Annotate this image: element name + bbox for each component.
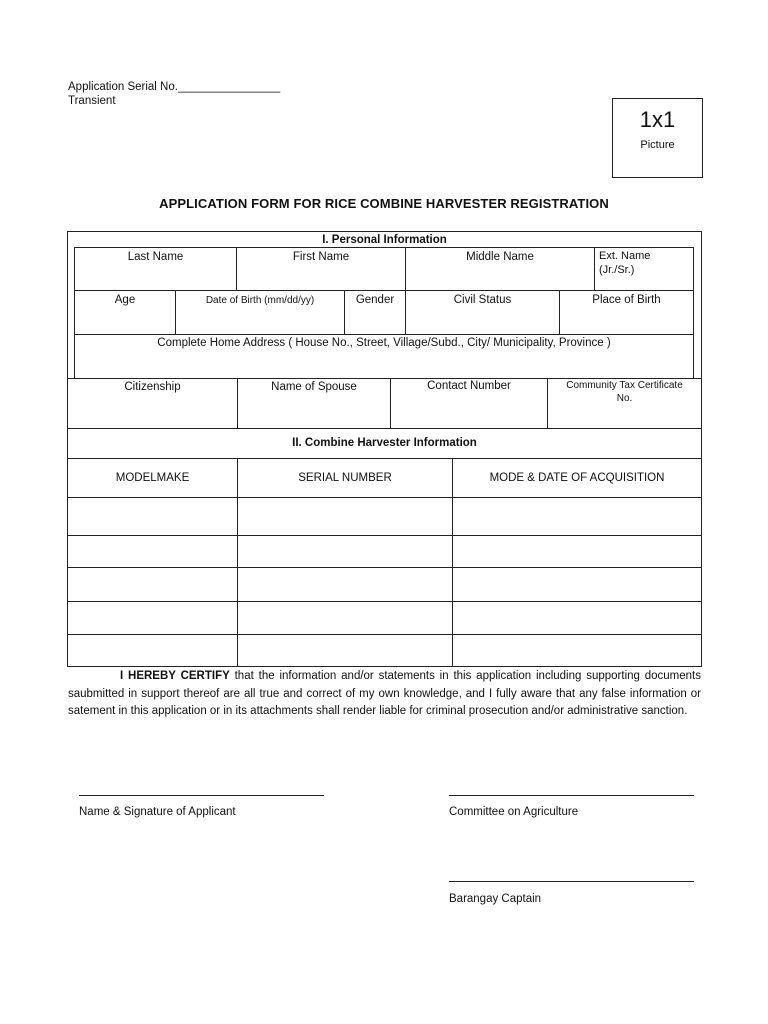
first-name-label: First Name (292, 251, 350, 263)
serial-number-cell-1[interactable] (238, 498, 452, 535)
home-address-label: Complete Home Address ( House No., Street, Village/Subd., City/ Municipality, Province ) (157, 337, 611, 349)
harvester-info-heading: II. Combine Harvester Information (292, 437, 477, 449)
place-of-birth-label: Place of Birth (592, 294, 661, 306)
spouse-name-label: Name of Spouse (271, 381, 357, 393)
application-serial-label: Application Serial No.________________ (68, 81, 281, 93)
citizenship-label: Citizenship (124, 381, 181, 393)
middle-name-label: Middle Name (466, 251, 534, 263)
civil-status-label: Civil Status (453, 294, 512, 306)
acquisition-cell-1[interactable] (453, 498, 701, 535)
serial-number-header: SERIAL NUMBER (298, 472, 392, 484)
gender-label: Gender (355, 294, 395, 306)
committee-signature-label: Committee on Agriculture (449, 806, 579, 818)
date-of-birth-label: Date of Birth (mm/dd/yy) (205, 295, 315, 306)
acquisition-header: MODE & DATE OF ACQUISITION (489, 472, 665, 484)
photo-size-label: 1x1 (639, 107, 676, 132)
age-label: Age (114, 294, 136, 306)
last-name-label: Last Name (127, 251, 184, 263)
transient-label: Transient (68, 95, 116, 107)
photo-box (612, 98, 703, 178)
photo-label: Picture (640, 139, 675, 151)
personal-info-heading: I. Personal Information (322, 234, 447, 246)
certification-body: that the information and/or statements in this application including supporting documents saubmitted in support thereof are all true and correct of my own knowledge, and I fully aware that any false information or satement in this application or in its attachments shall render liable for criminal prosecution and/or administrative sanction. (68, 670, 702, 717)
committee-signature-line[interactable] (449, 795, 694, 796)
applicant-signature-label: Name & Signature of Applicant (79, 806, 236, 818)
applicant-signature-line[interactable] (79, 795, 324, 796)
captain-signature-line[interactable] (449, 881, 694, 882)
certification-paragraph (68, 668, 701, 721)
form-title: APPLICATION FORM FOR RICE COMBINE HARVESTER REGISTRATION (159, 196, 609, 211)
modelmake-header: MODELMAKE (115, 472, 190, 484)
modelmake-cell-1[interactable] (68, 498, 237, 535)
contact-number-label: Contact Number (427, 380, 511, 392)
certification-lead: I HEREBY CERTIFY (120, 670, 230, 682)
community-tax-certificate-label: Community Tax Certificate No. (566, 380, 683, 404)
captain-signature-label: Barangay Captain (449, 893, 542, 905)
ext-name-label: Ext. Name (Jr./Sr.) (599, 250, 651, 276)
